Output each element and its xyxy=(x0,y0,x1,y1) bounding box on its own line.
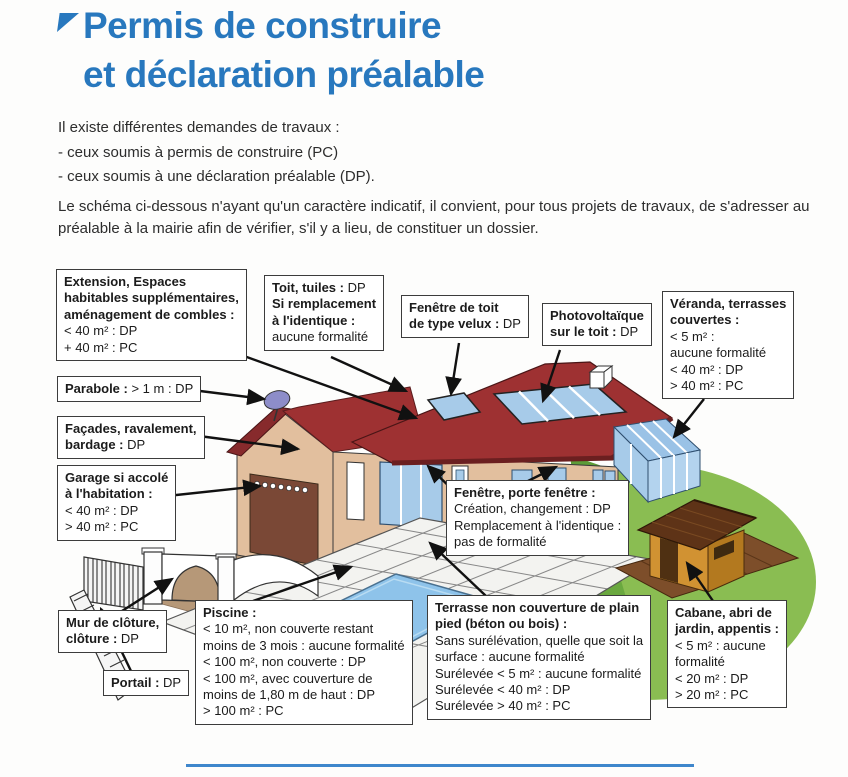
callout-line: couvertes : xyxy=(670,312,740,328)
callout-extension xyxy=(56,269,247,361)
footer-rule xyxy=(186,764,694,767)
callout-photovoltaique xyxy=(542,303,652,346)
callout-line: surface : aucune formalité xyxy=(435,649,585,665)
callout-line: Création, changement : DP xyxy=(454,501,611,517)
callout-line: Photovoltaïque xyxy=(550,308,644,323)
callout-line: < 40 m² : DP xyxy=(65,502,139,518)
callout-line: Véranda, terrasses xyxy=(670,296,787,311)
arrow-veranda xyxy=(674,399,704,437)
callout-line: aucune formalité xyxy=(272,329,369,345)
callout-line: Cabane, abri de xyxy=(675,605,772,620)
callout-line: Portail : DP xyxy=(111,675,182,690)
callout-mur-de-cloture xyxy=(58,610,167,653)
callout-line: < 20 m² : DP xyxy=(675,670,749,686)
callout-line: > 100 m² : PC xyxy=(203,703,284,719)
callout-cabane xyxy=(667,600,787,708)
callout-line: Remplacement à l'identique : xyxy=(454,517,622,533)
arrow-toit xyxy=(331,357,406,391)
callout-terrasse xyxy=(427,595,651,720)
callout-garage xyxy=(57,465,176,541)
callout-line: Fenêtre, porte fenêtre : xyxy=(454,485,596,500)
page-title-line1: Permis de construire xyxy=(83,5,442,46)
callout-line: Fenêtre de toit xyxy=(409,300,499,315)
callout-line: Extension, Espaces xyxy=(64,274,187,289)
callout-line: moins de 3 mois : aucune formalité xyxy=(203,637,405,653)
callout-line: Façades, ravalement, xyxy=(65,421,197,436)
callout-line: < 5 m² : xyxy=(670,328,715,344)
callout-veranda xyxy=(662,291,794,399)
callout-line: formalité xyxy=(675,654,725,670)
callout-line: sur le toit : DP xyxy=(550,324,639,340)
callout-parabole xyxy=(57,376,201,402)
callout-line: < 40 m² : DP xyxy=(64,323,138,339)
callout-line: < 100 m², avec couverture de xyxy=(203,670,373,686)
callout-line: bardage : DP xyxy=(65,437,146,453)
callout-line: à l'habitation : xyxy=(65,486,153,502)
callout-piscine xyxy=(195,600,413,725)
callout-line: Si remplacement xyxy=(272,296,377,312)
callout-line: jardin, appentis : xyxy=(675,621,780,637)
callout-line: Sans surélévation, quelle que soit la xyxy=(435,632,644,648)
callout-line: Terrasse non couverture de plain xyxy=(435,600,640,615)
callout-line: Piscine : xyxy=(203,605,257,620)
callout-line: < 100 m², non couverte : DP xyxy=(203,654,366,670)
intro-line-2: - ceux soumis à permis de construire (PC) xyxy=(58,144,339,161)
callout-line: Surélevée < 5 m² : aucune formalité xyxy=(435,665,642,681)
callout-line: aménagement de combles : xyxy=(64,306,235,322)
callout-line: pied (béton ou bois) : xyxy=(435,616,568,632)
intro-line-1: Il existe différentes demandes de travaux : xyxy=(58,119,340,136)
callout-line: habitables supplémentaires, xyxy=(64,290,239,306)
callout-line: aucune formalité xyxy=(670,345,767,361)
callout-toit xyxy=(264,275,384,351)
page-title-line2: et déclaration préalable xyxy=(83,54,485,95)
shed-door xyxy=(660,538,678,583)
callout-line: Surélevée < 40 m² : DP xyxy=(435,681,571,697)
entrance-door xyxy=(347,462,364,520)
callout-line: de type velux : DP xyxy=(409,316,521,332)
intro-line-3: - ceux soumis à une déclaration préalable (DP). xyxy=(58,168,375,185)
callout-line: > 40 m² : PC xyxy=(670,377,744,393)
callout-line: + 40 m² : PC xyxy=(64,339,138,355)
intro-paragraph: Le schéma ci-dessous n'ayant qu'un caractère indicatif, il convient, pour tous projets de travaux, de s'adresser au préalable à la mairie afin de vérifier, s'il y a lieu, de constituer un dossier. xyxy=(58,198,810,237)
callout-line: > 20 m² : PC xyxy=(675,686,749,702)
arrow-parabole xyxy=(192,390,264,399)
garage-door xyxy=(250,474,318,566)
callout-line: à l'identique : xyxy=(272,312,356,328)
callout-line: moins de 1,80 m de haut : DP xyxy=(203,686,375,702)
callout-line: Surélevée > 40 m² : PC xyxy=(435,698,571,714)
callout-line: clôture : DP xyxy=(66,631,139,647)
callout-fenetre xyxy=(446,480,629,556)
callout-line: < 40 m² : DP xyxy=(670,361,744,377)
callout-line: > 40 m² : PC xyxy=(65,519,139,535)
callout-line: pas de formalité xyxy=(454,534,547,550)
callout-line: Garage si accolé xyxy=(65,470,169,485)
callout-line: Mur de clôture, xyxy=(66,615,160,630)
arrow-fenetre-toit xyxy=(451,343,459,394)
callout-line: Toit, tuiles : DP xyxy=(272,280,366,295)
callout-line: Parabole : > 1 m : DP xyxy=(65,381,194,396)
callout-facades xyxy=(57,416,205,459)
callout-portail xyxy=(103,670,189,696)
callout-line: < 10 m², non couverte restant xyxy=(203,621,374,637)
callout-line: < 5 m² : aucune xyxy=(675,637,766,653)
callout-fenetre-de-toit xyxy=(401,295,529,338)
